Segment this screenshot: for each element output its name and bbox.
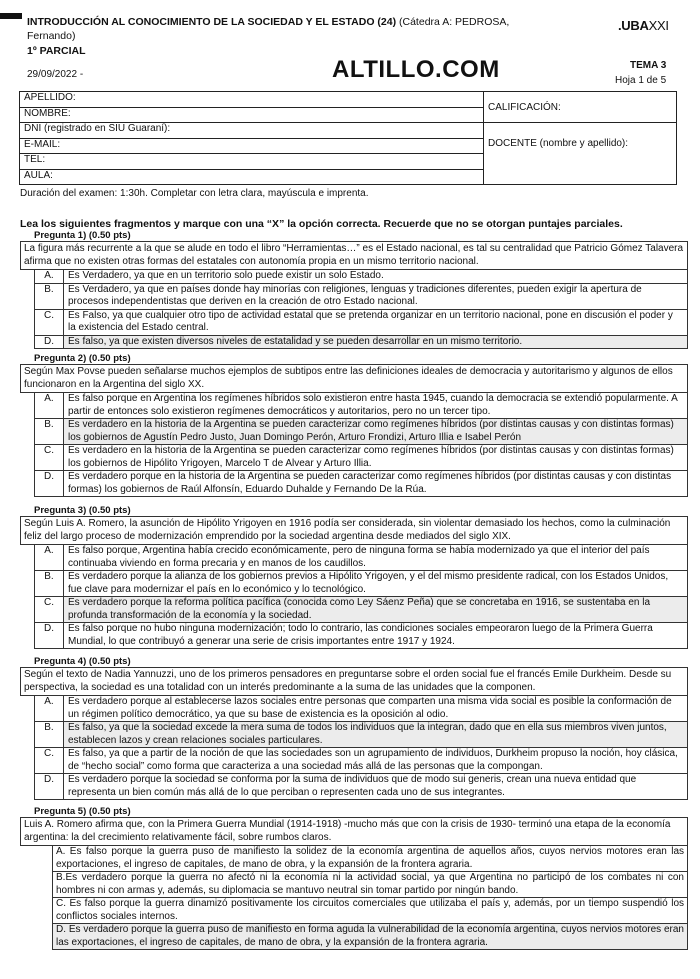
options-list — [52, 846, 688, 950]
option-b[interactable]: B. Es verdadero en la historia de la Argentina se pueden caracterizar como regímenes híbridos (por distintas causas y con distintas formas) los gobiernos de Agustín Pedro Justo, Juan Domingo Perón, Arturo Frondizi, Arturo Illia e Isabel Perón — [35, 419, 687, 445]
options-list — [34, 696, 688, 800]
options-list — [34, 393, 688, 497]
option-a[interactable]: A. Es falso porque en Argentina los regímenes híbridos solo existieron entre hasta 1945, cuando la democracia se extendió popularmente. A partir de entonces solo existieron regímenes democráticos y autoritarios, pero no un tercer tipo. — [35, 393, 687, 419]
uba-logo: .UBAXXI — [618, 18, 669, 33]
options-list — [34, 545, 688, 649]
question-2 — [20, 353, 688, 497]
option-c[interactable]: C. Es falso, ya que a partir de la noción de que las sociedades son un agrupamiento de individuos, Durkheim propuso la noción, hoy clásica, de “hecho social” como forma que caracteriza a una sociedad más allá de las personas que la compongan. — [35, 748, 687, 774]
option-c[interactable]: C. Es falso porque la guerra dinamizó positivamente los circuitos comerciales que utilizaba el país y, además, por un tiempo suspendió los conflictos sociales internos. — [53, 898, 687, 924]
option-a[interactable]: A. Es falso porque la guerra puso de manifiesto la solidez de la economía argentina de aquellos años, cuyos nervios motores eran las exportaciones, el ingreso de capitales, de mano de obra, y la expansión de la frontera agraria. — [53, 846, 687, 872]
option-b[interactable]: B. Es verdadero porque la alianza de los gobiernos previos a Hipólito Yrigoyen, y el del mismo presidente radical, con los Estados Unidos, fue clave para modernizar el país en lo económico y lo tecnológico. — [35, 571, 687, 597]
question-stem: La figura más recurrente a la que se alude en todo el libro “Herramientas…” es el Estado nacional, es tal su centralidad que Patricio Gómez Talavera afirma que no existen otras formas del estatales con autonomía propia en un mismo territorio nacional. — [20, 241, 688, 270]
question-4 — [20, 656, 688, 800]
tel-field[interactable]: TEL: — [20, 154, 484, 170]
exam-duration: Duración del examen: 1:30h. Completar con letra clara, mayúscula e imprenta. — [20, 188, 369, 199]
nombre-field[interactable]: NOMBRE: — [20, 107, 484, 123]
student-info-table — [19, 91, 677, 185]
option-c[interactable]: C. Es verdadero en la historia de la Argentina se pueden caracterizar como regímenes híbridos (por distintas causas y con distintas formas) los gobiernos de Hipólito Yrigoyen, Marcelo T de Alvear y Arturo Illia. — [35, 445, 687, 471]
options-list — [34, 270, 688, 349]
dni-field[interactable]: DNI (registrado en SIU Guaraní): — [20, 123, 484, 139]
option-a[interactable]: A. Es falso porque, Argentina había crecido económicamente, pero de ninguna forma se había modernizado ya que el interior del país continuaba viviendo en forma precaria y en manos de los caudillos. — [35, 545, 687, 571]
option-c[interactable]: C. Es verdadero porque la reforma política pacífica (conocida como Ley Sáenz Peña) que se concretaba en 1916, se sustentaba en la profunda transformación de la economía y la sociedad. — [35, 597, 687, 623]
option-b[interactable]: B. Es falso, ya que la sociedad excede la mera suma de todos los individuos que la integran, dado que en ella sus miembros viven juntos, establecen lazos y crean relaciones sociales particulares. — [35, 722, 687, 748]
option-b[interactable]: B.Es verdadero porque la guerra no afectó ni la economía ni la actividad social, ya que Argentina no participó de los combates ni con hombres ni con armas y, además, su diplomacia se mantuvo neutral sin tomar partido por ningún bando. — [53, 872, 687, 898]
tema-label: TEMA 3 — [630, 60, 667, 71]
page-count: Hoja 1 de 5 — [615, 75, 667, 86]
option-c[interactable]: C. Es Falso, ya que cualquier otro tipo de actividad estatal que se pretenda organizar en un territorio nacional, pone en discusión el poder y la existencia del Estado central. — [35, 310, 687, 336]
option-d[interactable]: D. Es verdadero porque la sociedad se conforma por la suma de individuos que de modo sui generis, crean una nueva entidad que representa un bien común más allá de lo que perciban o representen cada uno de sus integrantes. — [35, 774, 687, 800]
question-1 — [20, 230, 688, 349]
question-stem: Según Luis A. Romero, la asunción de Hipólito Yrigoyen en 1916 podía ser considerada, sin violentar demasiado los hechos, como la culminación feliz del largo proceso de modernización emprendido por la sociedad argentina desde mediados del siglo XIX. — [20, 516, 688, 545]
course-title: INTRODUCCIÓN AL CONOCIMIENTO DE LA SOCIEDAD Y EL ESTADO (24) — [27, 16, 397, 28]
email-field[interactable]: E-MAIL: — [20, 138, 484, 154]
question-3 — [20, 505, 688, 649]
watermark: ALTILLO.COM — [332, 56, 500, 83]
option-d[interactable]: D. Es verdadero porque la guerra puso de manifiesto en forma aguda la vulnerabilidad de la economía argentina, cuyos nervios motores eran las exportaciones, el ingreso de capitales, de mano de obra, y la expansión de la frontera agraria. — [53, 924, 687, 950]
question-stem: Luis A. Romero afirma que, con la Primera Guerra Mundial (1914-1918) -mucho más que con la crisis de 1930- terminó una etapa de la economía argentina: la del crecimiento relativamente fácil, sobre rumbos claros. — [20, 817, 688, 846]
docente-field[interactable]: DOCENTE (nombre y apellido): — [484, 123, 677, 185]
parcial-label: 1º PARCIAL — [27, 45, 86, 57]
question-stem: Según Max Povse pueden señalarse muchos ejemplos de subtipos entre las definiciones ideales de democracia y autoritarismo y algunos de ellos funcionaron en la Argentina del siglo XX. — [20, 364, 688, 393]
instructions: Lea los siguientes fragmentos y marque con una “X” la opción correcta. Recuerde que no se otorgan puntajes parciales. — [20, 218, 623, 230]
option-d[interactable]: D. Es falso, ya que existen diversos niveles de estatalidad y se pueden desarrollar en un mismo territorio. — [35, 336, 687, 350]
question-5 — [20, 806, 688, 950]
option-d[interactable]: D. Es verdadero porque en la historia de la Argentina se pueden caracterizar como regímenes híbridos (por distintas causas y con distintas formas) los gobiernos de Raúl Alfonsín, Eduardo Duhalde y Fernando De la Rúa. — [35, 471, 687, 497]
catedra: (Cátedra A: PEDROSA, Fernando) — [27, 16, 510, 42]
option-d[interactable]: D. Es falso porque no hubo ninguna modernización; todo lo contrario, las condiciones sociales empeoraron luego de la Primera Guerra Mundial, lo que contribuyó a generar una serie de crisis importantes entre 1917 y 1924. — [35, 623, 687, 649]
option-b[interactable]: B. Es Verdadero, ya que en países donde hay minorías con religiones, lenguas y tradiciones diferentes, pueden exigir la apertura de procesos independentistas que deriven en la creación de otro Estado nacional. — [35, 284, 687, 310]
question-title: Pregunta 5) (0.50 pts) — [34, 806, 131, 817]
aula-field[interactable]: AULA: — [20, 169, 484, 185]
course-title-block — [27, 15, 547, 43]
question-title: Pregunta 1) (0.50 pts) — [34, 230, 131, 241]
exam-date: 29/09/2022 - — [27, 69, 84, 80]
option-a[interactable]: A. Es Verdadero, ya que en un territorio solo puede existir un solo Estado. — [35, 270, 687, 284]
question-title: Pregunta 4) (0.50 pts) — [34, 656, 131, 667]
header-bar — [0, 13, 22, 19]
question-title: Pregunta 2) (0.50 pts) — [34, 353, 131, 364]
calificacion-field[interactable]: CALIFICACIÓN: — [484, 92, 677, 123]
question-title: Pregunta 3) (0.50 pts) — [34, 505, 131, 516]
question-stem: Según el texto de Nadia Yannuzzi, uno de los primeros pensadores en preguntarse sobre el orden social fue el francés Emile Durkheim. Desde su perspectiva, la sociedad es una totalidad con un interés predominante a la suma de las unidades que la componen. — [20, 667, 688, 696]
option-a[interactable]: A. Es verdadero porque al establecerse lazos sociales entre personas que comparten una misma vida social es posible la conformación de un régimen político democrático, ya que su base de existencia es la oposición al odio. — [35, 696, 687, 722]
apellido-field[interactable]: APELLIDO: — [20, 92, 484, 108]
